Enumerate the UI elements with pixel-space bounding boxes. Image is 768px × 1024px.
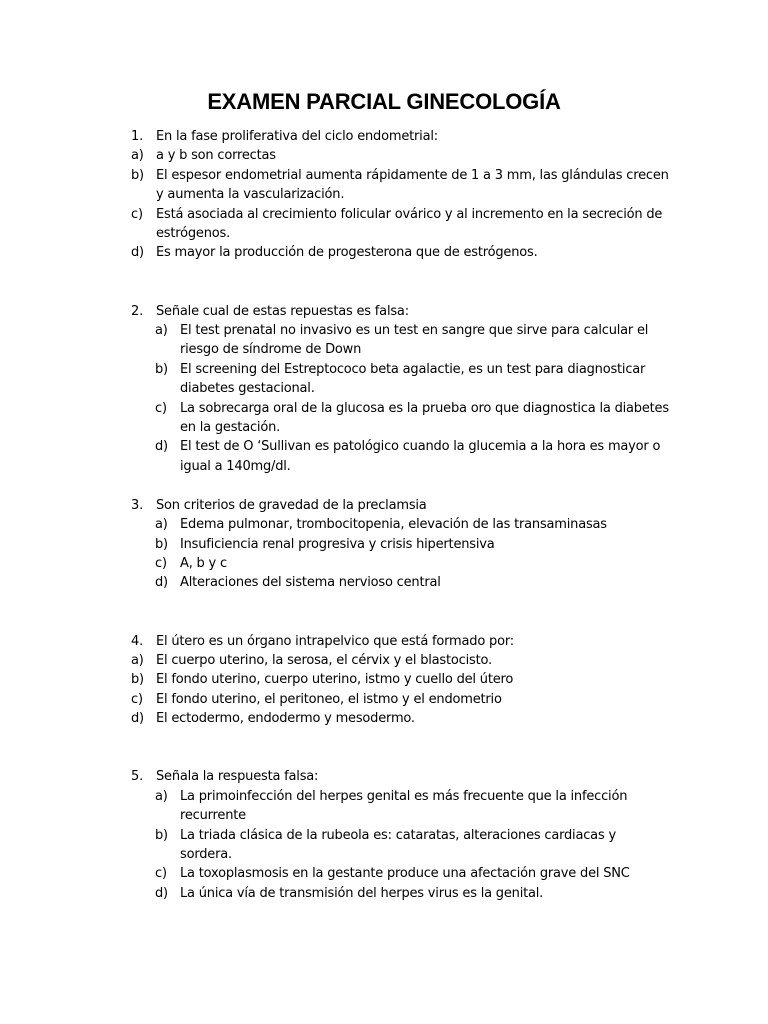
option-text: Insuficiencia renal progresiva y crisis hipertensiva	[180, 536, 495, 552]
option-marker: b)	[155, 827, 168, 843]
option-d	[131, 437, 671, 476]
option-text: La única vía de transmisión del herpes virus es la genital.	[180, 885, 544, 901]
option-text: El espesor endometrial aumenta rápidamente de 1 a 3 mm, las glándulas crecen y aumenta la vascularización.	[156, 167, 669, 203]
question-number: 1.	[131, 129, 144, 144]
option-text: La toxoplasmosis en la gestante produce una afectación grave del SNC	[180, 866, 630, 882]
question-text: Señale cual de estas repuestas es falsa:	[156, 303, 409, 319]
option-marker: d)	[155, 439, 168, 455]
option-marker: a)	[155, 517, 168, 533]
option-a	[131, 146, 671, 165]
option-marker: a)	[155, 788, 168, 804]
option-b	[131, 670, 671, 689]
question-4	[131, 632, 671, 729]
option-a	[131, 787, 671, 826]
option-a	[131, 321, 671, 360]
option-marker: b)	[131, 167, 144, 183]
exam-content	[131, 127, 671, 903]
option-text: El test prenatal no invasivo es un test en sangre que sirve para calcular el riesgo de síndrome de Down	[180, 323, 649, 358]
option-text: El fondo uterino, el peritoneo, el istmo y el endometrio	[156, 691, 502, 707]
question-2	[131, 302, 671, 477]
option-text: El ectodermo, endodermo y mesodermo.	[156, 711, 415, 727]
option-marker: c)	[155, 400, 167, 416]
option-c	[131, 554, 671, 573]
question-text: En la fase proliferativa del ciclo endometrial:	[156, 129, 438, 144]
option-marker: b)	[155, 361, 168, 377]
option-marker: b)	[131, 672, 144, 688]
page-title: EXAMEN PARCIAL GINECOLOGÍA	[207, 89, 561, 114]
option-text: Está asociada al crecimiento folicular ovárico y al incremento en la secreción de estrógenos.	[156, 206, 663, 242]
option-text: Es mayor la producción de progesterona que de estrógenos.	[156, 245, 538, 261]
option-d	[131, 884, 671, 903]
option-d	[131, 709, 671, 728]
option-a	[131, 515, 671, 534]
option-b	[131, 360, 671, 399]
option-marker: b)	[155, 536, 168, 552]
question-text: El útero es un órgano intrapelvico que está formado por:	[156, 633, 514, 649]
question-text: Señala la respuesta falsa:	[156, 769, 319, 785]
option-marker: d)	[131, 711, 144, 727]
option-marker: d)	[155, 575, 168, 591]
option-b	[131, 826, 671, 865]
option-text: Alteraciones del sistema nervioso central	[180, 575, 441, 591]
option-c	[131, 864, 671, 883]
option-text: El screening del Estreptococo beta agalactie, es un test para diagnosticar diabetes gestacional.	[180, 361, 646, 397]
option-text: El cuerpo uterino, la serosa, el cérvix y el blastocisto.	[156, 652, 492, 668]
question-3	[131, 496, 671, 593]
option-marker: c)	[155, 866, 167, 882]
option-d	[131, 573, 671, 592]
option-text: La primoinfección del herpes genital es más frecuente que la infección recurrente	[180, 788, 628, 824]
option-marker: d)	[131, 245, 144, 261]
option-text: a y b son correctas	[156, 148, 276, 164]
option-text: La triada clásica de la rubeola es: cataratas, alteraciones cardiacas y sordera.	[180, 827, 616, 862]
option-marker: a)	[155, 323, 168, 339]
option-b	[131, 535, 671, 554]
question-number: 3.	[131, 497, 144, 513]
option-c	[131, 205, 671, 244]
option-text: La sobrecarga oral de la glucosa es la prueba oro que diagnostica la diabetes en la gestación.	[180, 400, 669, 436]
option-marker: a)	[131, 652, 144, 668]
question-5	[131, 767, 671, 903]
option-text: El fondo uterino, cuerpo uterino, istmo y cuello del útero	[156, 672, 514, 688]
option-d	[131, 243, 671, 262]
question-number: 4.	[131, 633, 144, 649]
option-text: Edema pulmonar, trombocitopenia, elevación de las transaminasas	[180, 517, 607, 533]
question-text: Son criterios de gravedad de la preclamsia	[156, 497, 427, 513]
option-text: El test de O ‘Sullivan es patológico cuando la glucemia a la hora es mayor o igual a 140mg/dl.	[180, 439, 661, 474]
option-c	[131, 690, 671, 709]
option-marker: c)	[131, 206, 143, 222]
option-marker: d)	[155, 885, 168, 901]
question-number: 2.	[131, 303, 144, 319]
question-number: 5.	[131, 769, 144, 785]
question-1	[131, 127, 671, 263]
option-marker: a)	[131, 148, 144, 164]
option-b	[131, 166, 671, 205]
option-marker: c)	[155, 555, 167, 571]
option-marker: c)	[131, 691, 143, 707]
option-c	[131, 399, 671, 438]
option-a	[131, 651, 671, 670]
option-text: A, b y c	[180, 555, 227, 571]
